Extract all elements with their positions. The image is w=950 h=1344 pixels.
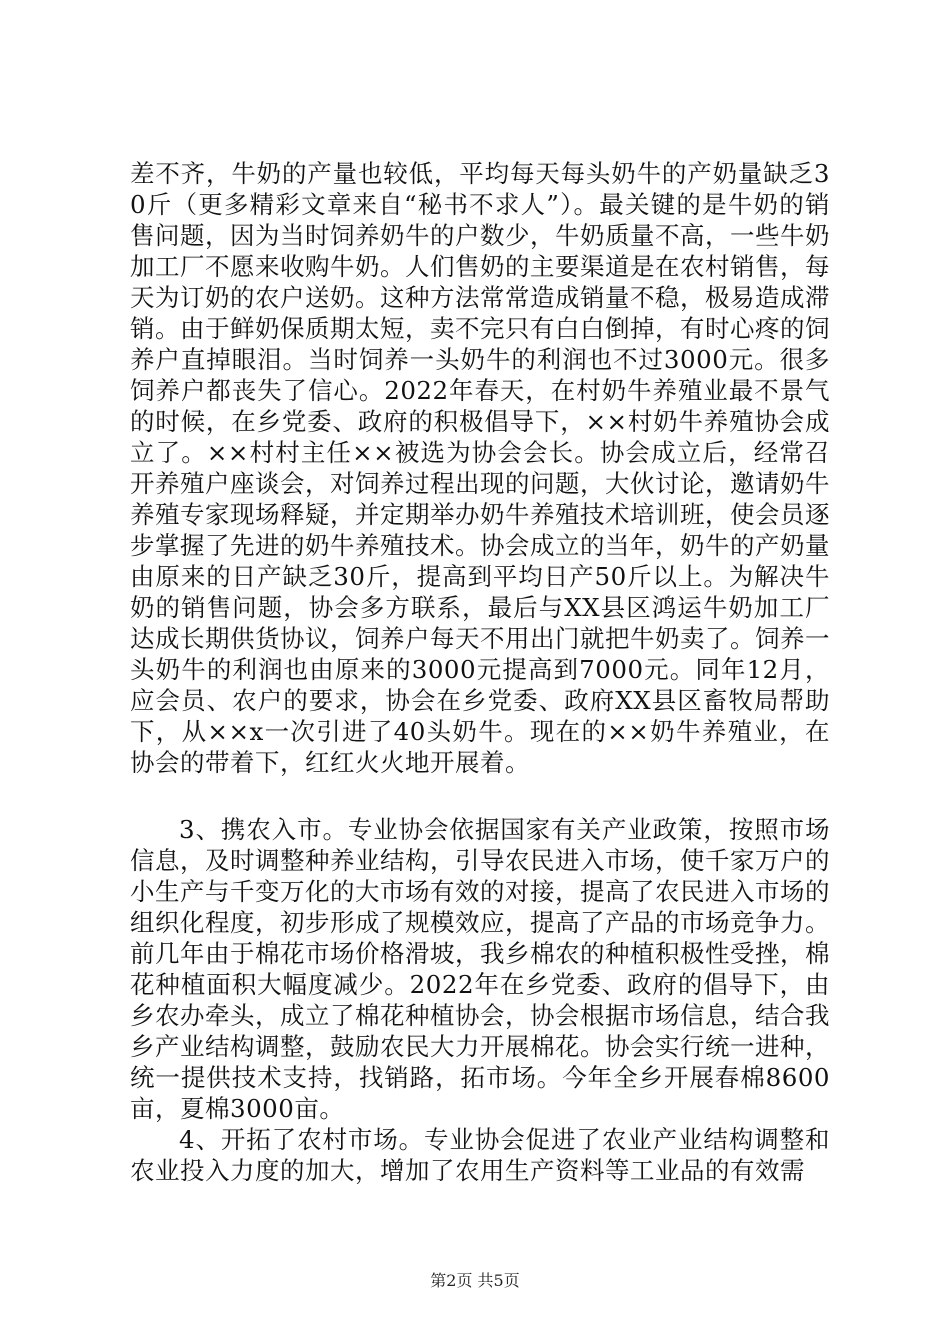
- paragraph-rural-market: 4、开拓了农村市场。专业协会促进了农业产业结构调整和农业投入力度的加大，增加了农用生产资料等工业品的有效需: [130, 1125, 830, 1185]
- paragraph-enter-market: 3、携农入市。专业协会依据国家有关产业政策，按照市场信息，及时调整种养业结构，引导农民进入市场，使千家万户的小生产与千变万化的大市场有效的对接，提高了农民进入市场的组织化程度，初步形成了规模效应，提高了产品的市场竞争力。前几年由于棉花市场价格滑坡，我乡棉农的种植积极性受挫，棉花种植面积大幅度减少。2022年在乡党委、政府的倡导下，由乡农办牵头，成立了棉花种植协会，协会根据市场信息，结合我乡产业结构调整，鼓励农民大力开展棉花。协会实行统一进种，统一提供技术支持，找销路，拓市场。今年全乡开展春棉8600亩，夏棉3000亩。: [130, 815, 830, 1123]
- document-body: [130, 158, 830, 1186]
- paragraph-dairy-association: 差不齐，牛奶的产量也较低，平均每天每头奶牛的产奶量缺乏30斤（更多精彩文章来自“秘书不求人”）。最关键的是牛奶的销售问题，因为当时饲养奶牛的户数少，牛奶质量不高，一些牛奶加工厂不愿来收购牛奶。人们售奶的主要渠道是在农村销售，每天为订奶的农户送奶。这种方法常常造成销量不稳，极易造成滞销。由于鲜奶保质期太短，卖不完只有白白倒掉，有时心疼的饲养户直掉眼泪。当时饲养一头奶牛的利润也不过3000元。很多饲养户都丧失了信心。2022年春天，在村奶牛养殖业最不景气的时候，在乡党委、政府的积极倡导下，××村奶牛养殖协会成立了。××村村主任××被选为协会会长。协会成立后，经常召开养殖户座谈会，对饲养过程出现的问题，大伙讨论，邀请奶牛养殖专家现场释疑，并定期举办奶牛养殖技术培训班，使会员逐步掌握了先进的奶牛养殖技术。协会成立的当年，奶牛的产奶量由原来的日产缺乏30斤，提高到平均日产50斤以上。为解决牛奶的销售问题，协会多方联系，最后与XX县区鸿运牛奶加工厂达成长期供货协议，饲养户每天不用出门就把牛奶卖了。饲养一头奶牛的利润也由原来的3000元提高到7000元。同年12月，应会员、农户的要求，协会在乡党委、政府XX县区畜牧局帮助下，从××x一次引进了40头奶牛。现在的××奶牛养殖业，在协会的带着下，红红火火地开展着。: [130, 159, 830, 777]
- page-number-footer: 第2页 共5页: [430, 1271, 520, 1290]
